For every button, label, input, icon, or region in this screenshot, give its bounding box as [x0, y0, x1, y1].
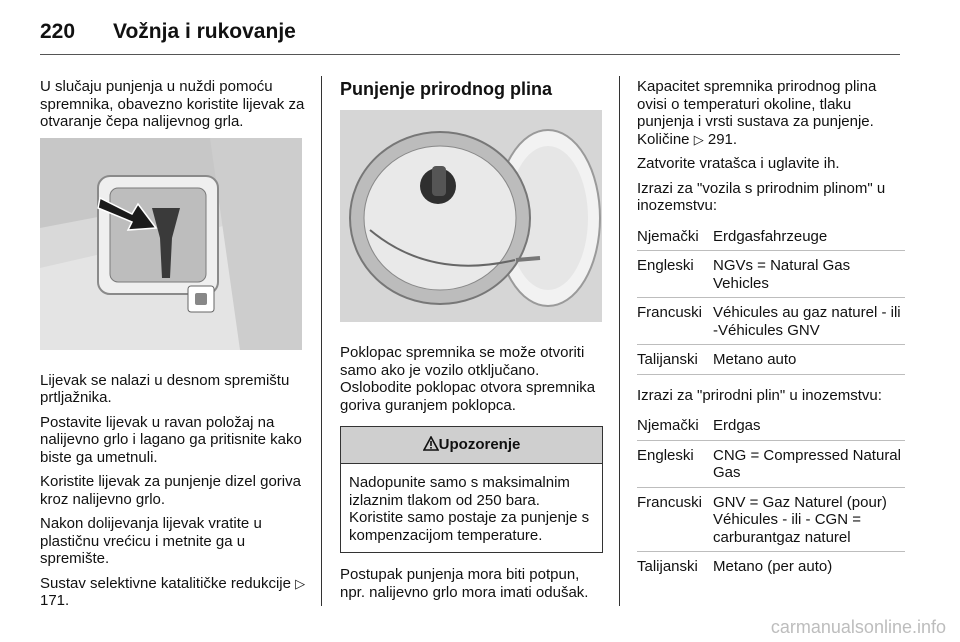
column-divider [619, 76, 620, 606]
terms-table-vehicles [637, 222, 905, 375]
page-header [40, 14, 900, 55]
triangle-reference-icon: ▷ [295, 575, 306, 591]
warning-text: Nadopunite samo s maksimalnim izlaznim tlakom od 250 bara. Koristite samo postaje za punjenje s kompenzacijom temperature. [349, 474, 590, 544]
column-right [637, 78, 905, 593]
column-left [40, 78, 306, 617]
section-heading: Punjenje prirodnog plina [340, 79, 553, 99]
trunk-funnel-photo [40, 138, 302, 350]
paragraph: Izrazi za "vozila s prirodnim plinom" u inozemstvu: [637, 179, 886, 214]
column-divider [321, 76, 322, 606]
table-row: Talijanski Metano auto [637, 345, 905, 375]
watermark: carmanualsonline.info [770, 617, 946, 637]
paragraph: Koristite lijevak za punjenje dizel goriva kroz nalijevno grlo. [40, 473, 301, 508]
table-row: Talijanski Metano (per auto) [637, 558, 833, 575]
table-row: Engleski CNG = Compressed Natural Gas [637, 441, 905, 488]
paragraph: Postupak punjenja mora biti potpun, npr. nalijevno grlo mora imati odušak. [340, 566, 589, 601]
paragraph: Poklopac spremnika se može otvoriti samo ako je vozilo otključano. Oslobodite poklopac otvora spremnika goriva guranjem poklopca. [340, 344, 596, 414]
paragraph: Postavite lijevak u ravan položaj na nalijevno grlo i lagano ga pritisnite kako biste ga umetnuli. [40, 413, 302, 466]
paragraph: Nakon dolijevanja lijevak vratite u plastičnu vrećicu i metnite ga u spremište. [40, 515, 262, 567]
table-row: Njemački Erdgasfahrzeuge [637, 222, 905, 252]
paragraph: Kapacitet spremnika prirodnog plina ovisi o temperaturi okoline, tlaku punjenja i vrsti sustava za punjenje. Količine ▷ 291. [637, 78, 877, 148]
paragraph: Izrazi za "prirodni plin" u inozemstvu: [637, 386, 882, 404]
page-reference: 171. [40, 592, 70, 609]
table-row: Francuski Véhicules au gaz naturel - ili -Véhicules GNV [637, 298, 905, 345]
warning-triangle-icon [423, 436, 439, 451]
page-title: Vožnja i rukovanje [113, 20, 296, 43]
page-number: 220 [40, 20, 76, 43]
table-row: Francuski GNV = Gaz Naturel (pour) Véhicules - ili - CGN = carburantgaz naturel [637, 488, 905, 553]
fuel-flap-photo [340, 110, 602, 322]
terms-table-gas [637, 411, 905, 581]
column-middle [340, 78, 603, 608]
page-reference: 291. [707, 130, 738, 148]
warning-header [341, 427, 602, 464]
warning-box [340, 426, 603, 553]
paragraph: Sustav selektivne katalitičke redukcije ▷ 171. [40, 574, 306, 609]
warning-title: Upozorenje [438, 436, 521, 453]
paragraph: Zatvorite vratašca i uglavite ih. [637, 155, 840, 172]
triangle-reference-icon: ▷ [693, 131, 704, 147]
table-row: Njemački Erdgas [637, 411, 905, 441]
table-row: Engleski NGVs = Natural Gas Vehicles [637, 251, 905, 298]
paragraph: Lijevak se nalazi u desnom spremištu prtljažnika. [40, 371, 290, 406]
paragraph: U slučaju punjenja u nuždi pomoću spremnika, obavezno koristite lijevak za otvaranje čepa nalijevnog grla. [40, 78, 305, 130]
